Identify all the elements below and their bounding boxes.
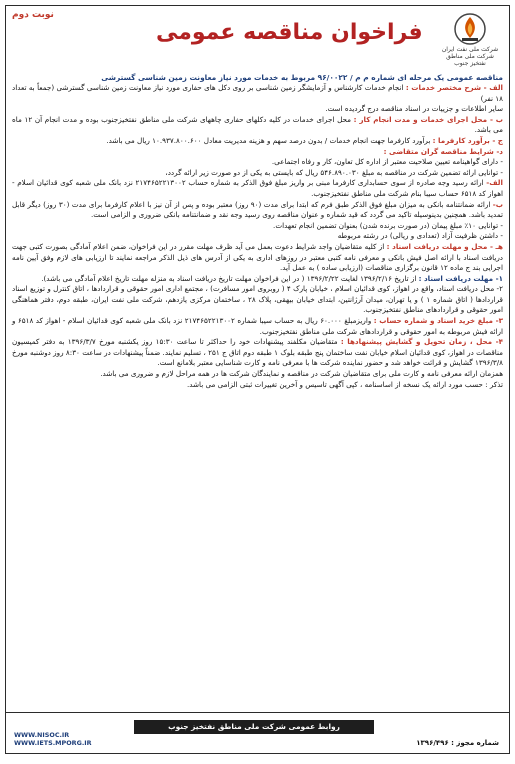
paragraph — [12, 104, 503, 115]
paragraph — [12, 168, 503, 179]
section-text: همزمان ارائه معرفی نامه و کارت ملی برای متقاضیان شرکت در مناقصه و نمایندگان شرکت ها در همه مراحل لازم و ضروری می باشد. — [100, 369, 503, 379]
paragraph — [12, 221, 503, 232]
section-text: - توانایی ارائه تضمین شرکت در مناقصه به مبلغ ۵۴۶.۸۹۰.۰۳۰ ریال که بایستی به یکی از دو صورت زیر ارائه گردد، — [165, 167, 503, 177]
paragraph — [12, 274, 503, 285]
section-text: ۲- محل دریافت اسناد، واقع در اهواز، کوی قدائیان اسلام ، خیابان پارک ۴ ( روبروی امور مسافرت) ، مجتمع اداری امور حقوقی و قراردادها ، اتاق کنترل و توزیع اسناد قراردادها ( اتاق شماره ۱ ) و یا تهران، میدان آرژانتین، ابتدای خیابان بیهقی، پلاک ۲۸ ، ساختمان مرکزی یازدهم، شرکت ملی نفت ایران، طبقه دوم، دفتر هماهنگی امور حقوقی و قراردادهای مناطق نفتخیزجنوب. — [12, 284, 504, 315]
paragraph — [12, 242, 503, 274]
section-label: الف - شرح مختصر خدمات : — [405, 83, 503, 92]
header — [6, 6, 509, 72]
tender-subtitle: مناقصه عمومی یک مرحله ای شماره م م / ۹۶/۰۰۲۲ مربوط به خدمات مورد نیاز معاونت زمین شناسی گسترشی — [101, 73, 503, 82]
logo-text: شرکت ملی نفت ایران شرکت ملی مناطق نفتخیز جنوب — [441, 46, 499, 67]
section-label: ب- — [492, 199, 504, 209]
paragraph — [12, 231, 503, 242]
section-text: سایر اطلاعات و جزییات در اسناد مناقصه درج گردیده است. — [325, 104, 503, 114]
website-links — [14, 731, 92, 747]
footer — [6, 712, 509, 753]
paragraph — [12, 369, 503, 380]
notice-body — [6, 83, 509, 390]
section-label: ۴- محل ، زمان تحویل و گشایش پیشنهادها : — [340, 337, 503, 347]
section-text: انجام خدمات کارشناس و آزمایشگر زمین شناسی بر روی دکل های حفاری مورد نیاز معاونت زمین شناسی گسترشی (جمعاً به تعداد ۱۸ نفر) — [12, 83, 503, 103]
section-label: ج - برآورد کارفرما : — [432, 135, 503, 145]
website-link-iets[interactable]: WWW.IETS.MPORG.IR — [14, 739, 92, 747]
tender-notice-page — [5, 5, 510, 754]
permit-number — [416, 739, 499, 747]
section-text: برآورد کارفرما جهت انجام خدمات / بدون درصد سهم و هزینه مدیریت معادل ۱۰.۹۳۷.۸۰۰.۶۰۰ ریال می باشد. — [106, 135, 433, 145]
paragraph — [12, 178, 503, 199]
section-label: ۱- مهلت دریافت اسناد : — [418, 273, 503, 283]
paragraph — [12, 337, 503, 369]
section-text: - داشتن ظرفیت آزاد (تعدادی و ریالی) در رشته مربوطه — [337, 231, 503, 241]
permit-value: ۱۳۹۶/۴۹۶ — [416, 739, 449, 747]
paragraph — [12, 284, 503, 316]
section-text: متقاضیان مکلفند پیشنهادات خود را حداکثر تا ساعت ۱۵:۳۰ روز یکشنبه مورخ ۱۳۹۶/۳/۷ به دفتر کمیسیون مناقصات در اهواز، کوی قدائیان اسلام خیابان نفت ساختمان پنج طبقه بلوک ۱ طبقه دوم اتاق ج ۲۵۱ ، تسلیم نمایند. ضمناً پیشنهادات در ساعت ۸:۳۰ روز دوشنبه مورخ ۱۳۹۶/۳/۸ گشایش و قرائت خواهد شد و حضور نماینده شرکت ها با معرفی نامه و کارت شناسایی معتبر بلامانع است. — [12, 337, 504, 368]
paragraph — [12, 147, 503, 158]
section-label: الف- — [486, 178, 503, 188]
section-text: تذکر : حسب مورد ارائه یک نسخه از اساسنامه ، کپی آگهی تاسیس و آخرین تغییرات ثبتی الزامی می باشد. — [186, 379, 503, 389]
section-text: محل اجرای خدمات در کلیه دکلهای حفاری چاههای شرکت ملی مناطق نفتخیزجنوب بوده و مدت انجام آن ۱۲ ماه می باشد. — [12, 114, 503, 135]
section-text: از کلیه متقاضیان واجد شرایط دعوت بعمل می آید ظرف مهلت مقرر در این فراخوان، ضمن اعلام آمادگی بصورت کتبی جهت دریافت اسناد با ارائه اصل فیش بانکی و معرفی نامه کتبی معتبر در روزهای اداری به یکی از آدرس های ذیل الذکر مراجعه نمایند تا ارزیابی های لازم وفق آیین نامه اجرایی بند ج ماده ۱۲ قانون برگزاری مناقصات (ارزیابی ساده ) به عمل آید. — [12, 241, 503, 273]
paragraph — [12, 316, 503, 337]
notice-title: فراخوان مناقصه عمومی — [156, 20, 423, 45]
public-relations-bar: روابط عمومی شرکت ملی مناطق نفتخیز جنوب — [134, 720, 374, 734]
section-text: - دارای گواهینامه تعیین صلاحیت معتبر از اداره کل تعاون، کار و رفاه اجتماعی. — [271, 157, 503, 167]
paragraph — [12, 136, 503, 147]
paragraph — [12, 157, 503, 168]
company-logo — [439, 12, 501, 67]
website-link-nisoc[interactable]: WWW.NISOC.IR — [14, 731, 70, 739]
section-label: هـ - محل و مهلت دریافت اسناد : — [386, 241, 503, 251]
notice-number: نوبت دوم — [12, 10, 54, 20]
permit-label: شماره مجوز : — [451, 739, 499, 747]
section-label: ۳- مبلغ خرید اسناد و شماره حساب : — [373, 316, 503, 326]
section-text: ارائه ضمانتنامه بانکی به میزان مبلغ فوق الذکر طبق فرم که ابتدا برای مدت (۹۰ روز) معتبر بوده و پس از آن نیز با اعلام کارفرما برای مدت (۳۰ روز) دیگر قابل تمدید باشد. همچنین بدینوسیله تاکید می گردد که قید شماره و عنوان مناقصه روی رسید وجه نقد و ضمانتنامه بانکی ضروری و الزامی است. — [12, 199, 503, 220]
section-text: ارائه رسید وجه صادره از سوی حسابداری کارفرما مبنی بر واریز مبلغ فوق الذکر به شماره حساب ۲۱۷۴۶۵۲۲۱۳۰۰۲ نزد بانک ملی شعبه کوی قدائیان اسلام - اهواز کد ۶۵۱۸ حساب سیبا بنام شرکت ملی مناطق نفتخیزجنوب. — [12, 178, 503, 198]
paragraph — [12, 115, 503, 136]
section-text: واریزمبلغ ۶۰.۰۰۰ ریال به حساب سیبا شماره ۲۱۷۴۶۵۲۲۱۳۰۰۲ نزد بانک ملی شعبه کوی قدائیان اسلام - اهواز کد ۶۵۱۸ و ارائه فیش مربوطه به امور حقوقی و قراردادهای شرکت ملی مناطق نفتخیزجنوب. — [12, 316, 503, 336]
section-label: د- شرایط مناقصه گران متقاضی : — [383, 146, 503, 156]
paragraph — [12, 200, 503, 221]
oil-company-logo-icon — [453, 12, 487, 46]
paragraph — [12, 380, 503, 391]
paragraph — [12, 83, 503, 104]
section-text: از تاریخ ۱۳۹۶/۲/۱۶ لغایت ۱۳۹۶/۲/۲۲ ( در این فراخوان مهلت تاریخ دریافت اسناد به منزله مهلت تاریخ اعلام آمادگی می باشد). — [41, 273, 419, 283]
section-label: ب - محل اجرای خدمات و مدت انجام کار : — [353, 114, 504, 124]
section-text: - توانایی ۱۰٪ مبلغ پیمان (در صورت برنده شدن) بعنوان تضمین انجام تعهدات. — [273, 220, 503, 230]
